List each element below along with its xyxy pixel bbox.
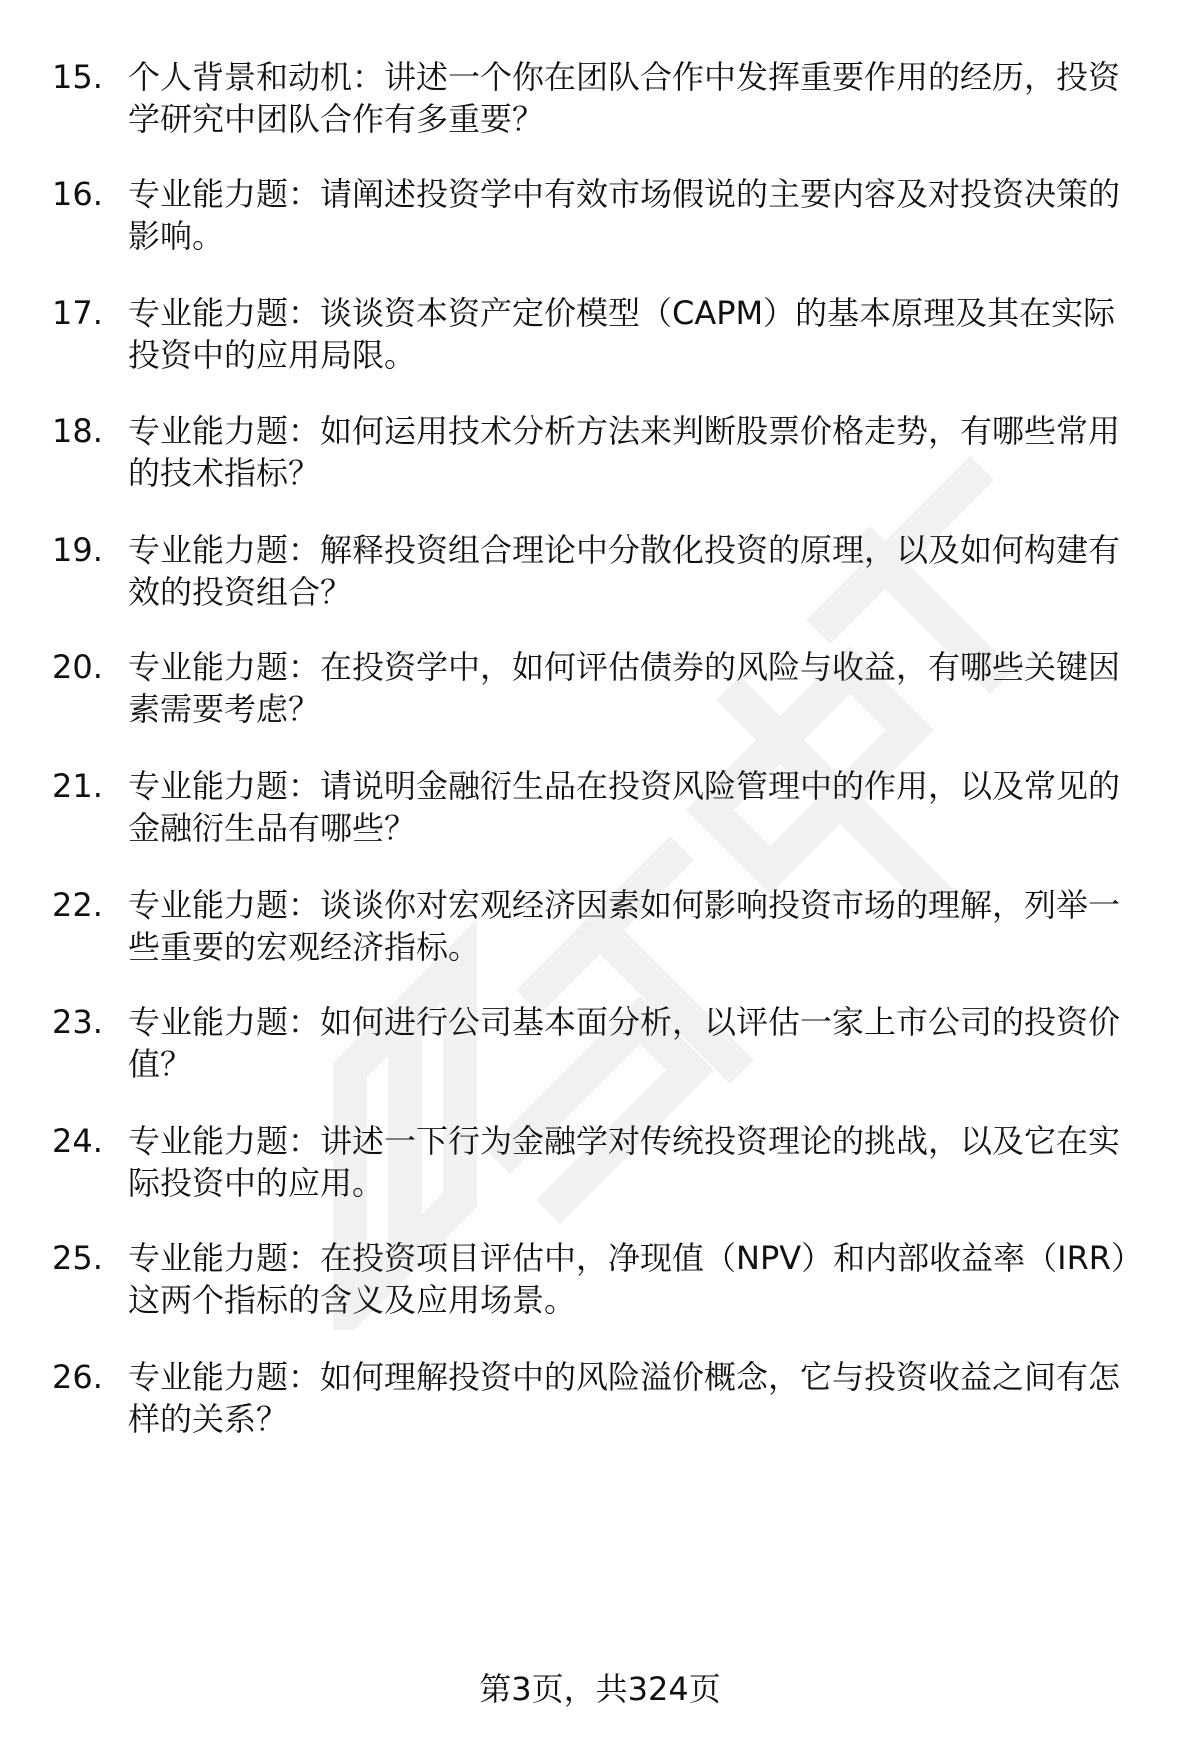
question-number: 21. bbox=[52, 767, 103, 805]
question-item bbox=[0, 1237, 1200, 1347]
question-item bbox=[0, 292, 1200, 402]
question-item bbox=[0, 410, 1200, 520]
question-number: 20. bbox=[52, 648, 103, 686]
question-text: 专业能力题：解释投资组合理论中分散化投资的原理，以及如何构建有效的投资组合？ bbox=[128, 531, 1121, 611]
question-text: 专业能力题：讲述一下行为金融学对传统投资理论的挑战，以及它在实际投资中的应用。 bbox=[128, 1122, 1121, 1202]
question-item bbox=[0, 884, 1200, 994]
question-text: 专业能力题：如何进行公司基本面分析，以评估一家上市公司的投资价值？ bbox=[128, 1003, 1121, 1083]
question-number: 22. bbox=[52, 886, 103, 924]
question-text: 专业能力题：如何理解投资中的风险溢价概念，它与投资收益之间有怎样的关系？ bbox=[128, 1358, 1121, 1438]
question-number: 15. bbox=[52, 58, 103, 96]
question-item bbox=[0, 765, 1200, 875]
question-item bbox=[0, 1120, 1200, 1230]
question-text: 专业能力题：在投资项目评估中，净现值（NPV）和内部收益率（IRR）这两个指标的含义及应用场景。 bbox=[128, 1239, 1128, 1319]
question-item bbox=[0, 529, 1200, 639]
question-text: 专业能力题：谈谈资本资产定价模型（CAPM）的基本原理及其在实际投资中的应用局限。 bbox=[128, 294, 1116, 374]
question-number: 17. bbox=[52, 294, 103, 332]
question-text: 个人背景和动机：讲述一个你在团队合作中发挥重要作用的经历，投资学研究中团队合作有多重要？ bbox=[128, 58, 1121, 138]
question-number: 19. bbox=[52, 531, 103, 569]
question-text: 专业能力题：如何运用技术分析方法来判断股票价格走势，有哪些常用的技术指标？ bbox=[128, 412, 1121, 492]
page-number-footer: 第3页，共324页 bbox=[479, 1670, 721, 1708]
question-text: 专业能力题：请说明金融衍生品在投资风险管理中的作用，以及常见的金融衍生品有哪些？ bbox=[128, 767, 1121, 847]
question-number: 23. bbox=[52, 1003, 103, 1041]
question-item bbox=[0, 173, 1200, 283]
question-text: 专业能力题：请阐述投资学中有效市场假说的主要内容及对投资决策的影响。 bbox=[128, 175, 1121, 255]
question-item bbox=[0, 646, 1200, 756]
question-item bbox=[0, 1356, 1200, 1466]
question-number: 25. bbox=[52, 1239, 103, 1277]
question-text: 专业能力题：在投资学中，如何评估债券的风险与收益，有哪些关键因素需要考虑？ bbox=[128, 648, 1121, 728]
question-item bbox=[0, 56, 1200, 166]
question-number: 18. bbox=[52, 412, 103, 450]
question-number: 16. bbox=[52, 175, 103, 213]
question-number: 24. bbox=[52, 1122, 103, 1160]
question-item bbox=[0, 1001, 1200, 1111]
question-text: 专业能力题：谈谈你对宏观经济因素如何影响投资市场的理解，列举一些重要的宏观经济指标。 bbox=[128, 886, 1121, 966]
question-number: 26. bbox=[52, 1358, 103, 1396]
